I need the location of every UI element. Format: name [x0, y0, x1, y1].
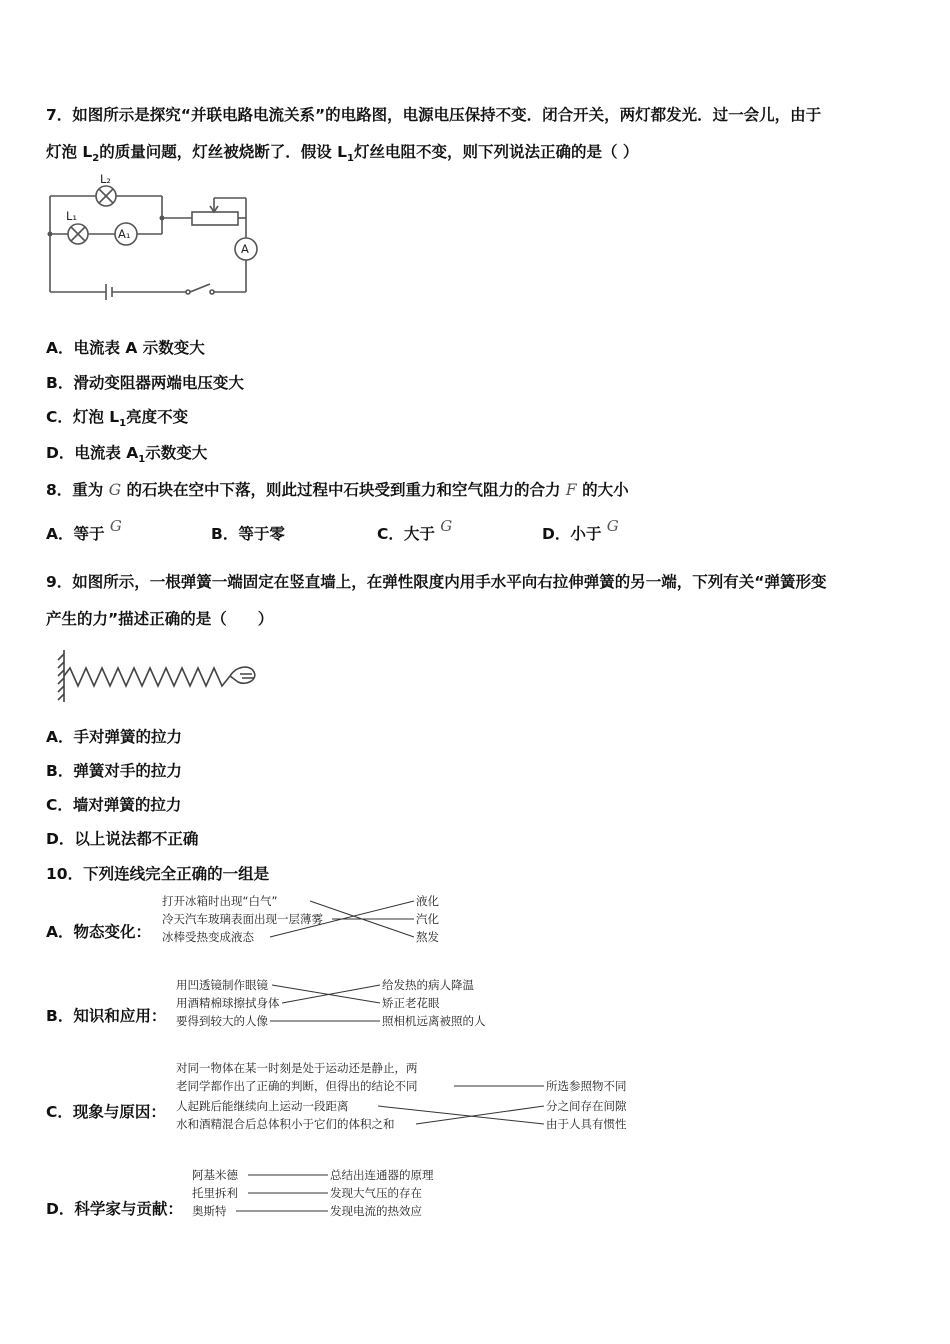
- svg-text:对同一物体在某一时刻是处于运动还是静止，两: 对同一物体在某一时刻是处于运动还是静止，两: [176, 1061, 418, 1075]
- q9-stem-line2: 产生的力”描述正确的是（ ）: [46, 610, 274, 628]
- q9-option-a[interactable]: A．手对弹簧的拉力: [46, 728, 182, 746]
- q8-option-a[interactable]: A．等于 G: [46, 517, 122, 543]
- svg-text:用酒精棉球擦拭身体: 用酒精棉球擦拭身体: [176, 996, 280, 1010]
- svg-text:阿基米德: 阿基米德: [192, 1168, 238, 1182]
- q7-option-b[interactable]: B．滑动变阻器两端电压变大: [46, 374, 244, 392]
- svg-text:托里拆利: 托里拆利: [192, 1186, 238, 1200]
- q9-stem-line1: 9．如图所示，一根弹簧一端固定在竖直墙上，在弹性限度内用手水平向右拉伸弹簧的另一端，下列有关“弹簧形变: [46, 573, 827, 591]
- q8-option-c[interactable]: C．大于 G: [377, 517, 453, 543]
- svg-text:矫正老花眼: 矫正老花眼: [382, 996, 440, 1010]
- svg-text:冷天汽车玻璃表面出现一层薄雾: 冷天汽车玻璃表面出现一层薄雾: [162, 912, 323, 926]
- q8-stem: 8．重为 G 的石块在空中下落，则此过程中石块受到重力和空气阻力的合力 F 的大小: [46, 481, 629, 499]
- q7-option-c[interactable]: C．灯泡 $L_1$亮度不变: [46, 408, 189, 430]
- svg-text:水和酒精混合后总体积小于它们的体积之和: 水和酒精混合后总体积小于它们的体积之和: [176, 1117, 395, 1131]
- svg-text:发现大气压的存在: 发现大气压的存在: [330, 1186, 422, 1200]
- q10-option-c-label[interactable]: C．现象与原因：: [46, 1103, 166, 1121]
- svg-text:液化: 液化: [416, 894, 439, 908]
- l2-label: L₂: [100, 172, 112, 186]
- q7-option-a[interactable]: A．电流表 A 示数变大: [46, 339, 205, 357]
- svg-text:发现电流的热效应: 发现电流的热效应: [330, 1204, 422, 1218]
- svg-text:人起跳后能继续向上运动一段距离: 人起跳后能继续向上运动一段距离: [176, 1099, 349, 1113]
- a1-label: A₁: [118, 227, 131, 241]
- q10-option-b-matching: [172, 974, 492, 1032]
- q10-option-d-label[interactable]: D．科学家与贡献：: [46, 1200, 183, 1218]
- svg-text:分之间存在间隙: 分之间存在间隙: [546, 1099, 627, 1113]
- svg-text:所选参照物不同: 所选参照物不同: [546, 1079, 627, 1093]
- svg-text:要得到较大的人像: 要得到较大的人像: [176, 1014, 268, 1028]
- svg-text:照相机远离被照的人: 照相机远离被照的人: [382, 1014, 486, 1028]
- q7-option-d[interactable]: D．电流表 $A_1$示数变大: [46, 444, 208, 466]
- svg-text:熬发: 熬发: [416, 930, 439, 944]
- q7-stem-line2: 灯泡 $L_2$的质量问题，灯丝被烧断了．假设 $L_1$灯丝电阻不变，则下列说法正确的是（ ）: [46, 143, 639, 165]
- svg-text:老同学都作出了正确的判断，但得出的结论不同: 老同学都作出了正确的判断，但得出的结论不同: [176, 1079, 418, 1093]
- svg-text:用凹透镜制作眼镜: 用凹透镜制作眼镜: [176, 978, 268, 992]
- q10-option-c-matching: [172, 1056, 642, 1136]
- q10-option-a-matching: [158, 890, 458, 948]
- q8-option-b[interactable]: B．等于零: [211, 525, 285, 543]
- svg-text:给发热的病人降温: 给发热的病人降温: [382, 978, 474, 992]
- svg-text:冰棒受热变成液态: 冰棒受热变成液态: [162, 930, 254, 944]
- a-label: A: [241, 242, 249, 256]
- q9-option-d[interactable]: D．以上说法都不正确: [46, 830, 199, 848]
- q10-option-a-label[interactable]: A．物态变化：: [46, 923, 151, 941]
- svg-text:奥斯特: 奥斯特: [192, 1204, 227, 1218]
- q7-stem-line1: 7．如图所示是探究“并联电路电流关系”的电路图，电源电压保持不变．闭合开关，两灯都发光．过一会儿，由于: [46, 106, 822, 124]
- q9-option-b[interactable]: B．弹簧对手的拉力: [46, 762, 182, 780]
- q10-stem: 10．下列连线完全正确的一组是: [46, 865, 270, 883]
- svg-text:汽化: 汽化: [416, 912, 439, 926]
- svg-text:打开冰箱时出现“白气”: 打开冰箱时出现“白气”: [162, 894, 278, 908]
- svg-text:总结出连通器的原理: 总结出连通器的原理: [330, 1168, 434, 1182]
- q9-option-c[interactable]: C．墙对弹簧的拉力: [46, 796, 182, 814]
- q7-circuit-figure: [44, 172, 264, 302]
- q10-option-b-label[interactable]: B．知识和应用：: [46, 1007, 167, 1025]
- svg-text:由于人具有惯性: 由于人具有惯性: [546, 1117, 627, 1131]
- q9-spring-figure: [56, 648, 266, 704]
- l1-label: L₁: [66, 209, 78, 223]
- q10-option-d-matching: [188, 1164, 458, 1222]
- q8-option-d[interactable]: D．小于 G: [542, 517, 619, 543]
